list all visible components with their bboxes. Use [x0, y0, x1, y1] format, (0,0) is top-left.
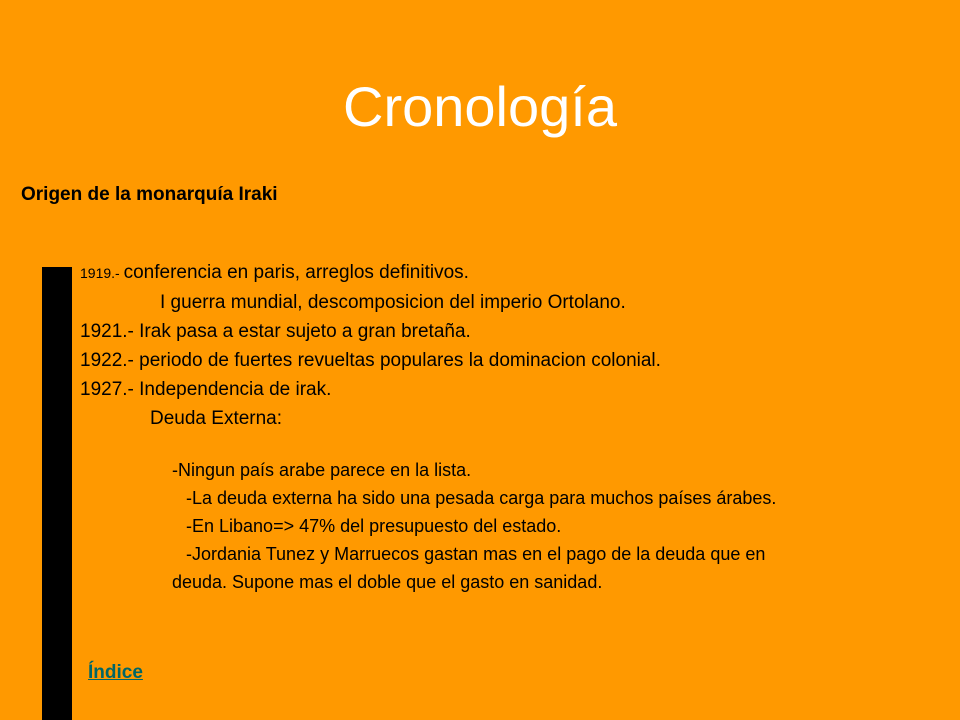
debt-item-4-continued: deuda. Supone mas el doble que el gasto en sanidad. [172, 572, 603, 592]
timeline-entry-1927: 1927.- Independencia de irak. [80, 379, 332, 400]
timeline-year-1919: 1919.- [80, 265, 124, 281]
debt-heading: Deuda Externa: [150, 408, 283, 429]
timeline-entry-1922: 1922.- periodo de fuertes revueltas populares la dominacion colonial. [80, 350, 661, 371]
debt-item-2: -La deuda externa ha sido una pesada carga para muchos países árabes. [186, 488, 777, 508]
index-link[interactable]: Índice [88, 662, 143, 683]
timeline-entry-1921: 1921.- Irak pasa a estar sujeto a gran bretaña. [80, 321, 471, 342]
decorative-side-bar [42, 267, 72, 720]
debt-item-1: -Ningun país arabe parece en la lista. [172, 460, 472, 480]
debt-item-3: -En Libano=> 47% del presupuesto del estado. [186, 516, 562, 536]
section-subtitle: Origen de la monarquía Iraki [21, 184, 278, 205]
timeline-entry-1919 [80, 258, 661, 288]
debt-item-4: -Jordania Tunez y Marruecos gastan mas en el pago de la deuda que en [186, 544, 766, 564]
slide-title: Cronología [343, 75, 617, 138]
timeline-text-1919: conferencia en paris, arreglos definitivos. [123, 262, 469, 283]
timeline-entry-1919-b: I guerra mundial, descomposicion del imperio Ortolano. [160, 292, 626, 313]
debt-list [172, 456, 952, 596]
timeline-list [80, 258, 661, 433]
